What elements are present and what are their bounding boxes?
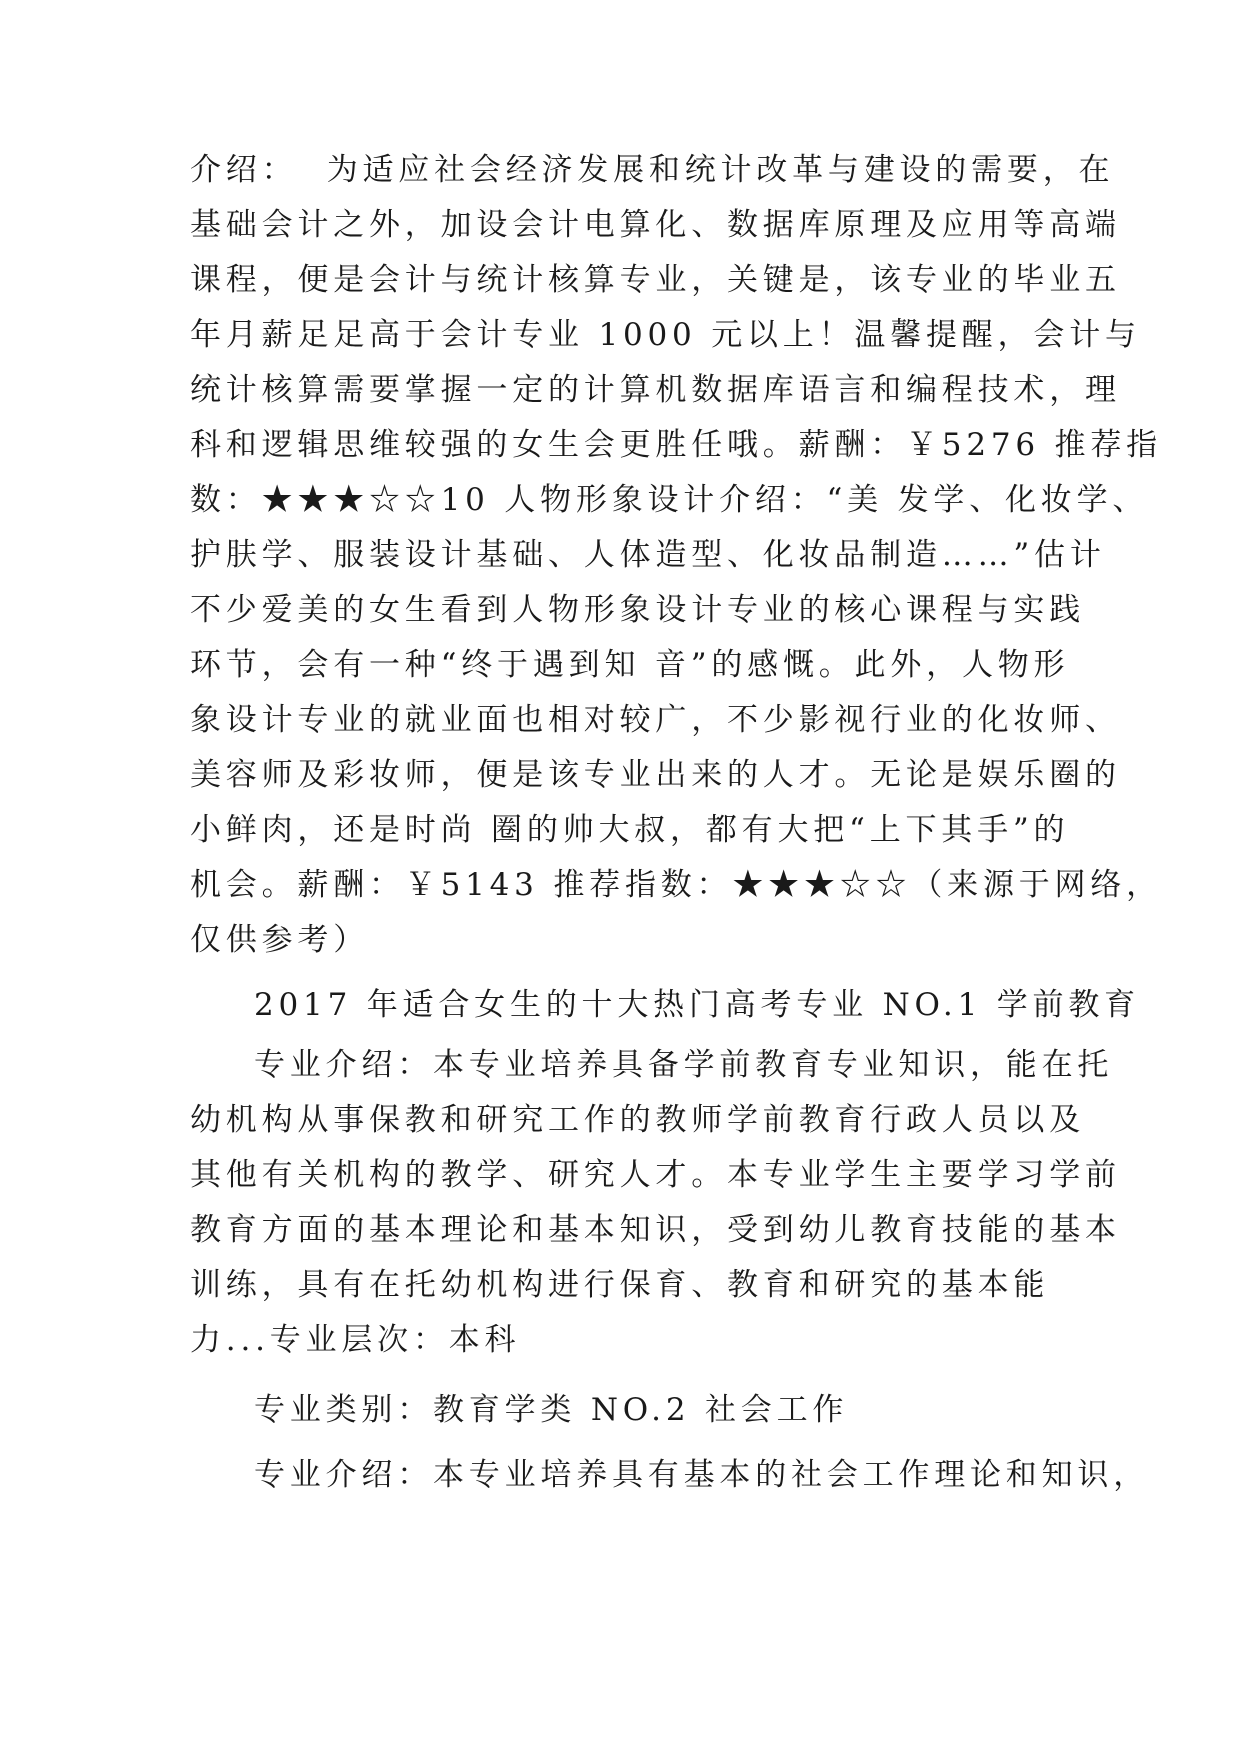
text-line: 统计核算需要掌握一定的计算机数据库语言和编程技术，理	[190, 372, 1121, 408]
text-line: 专业介绍：本专业培养具备学前教育专业知识，能在托	[254, 1047, 1114, 1083]
section-heading: 2017 年适合女生的十大热门高考专业 NO.1 学前教育	[254, 987, 1140, 1023]
text-line: 教育方面的基本理论和基本知识，受到幼儿教育技能的基本	[190, 1212, 1121, 1248]
text-line: 象设计专业的就业面也相对较广，不少影视行业的化妆师、	[190, 702, 1121, 738]
text-line: 年月薪足足高于会计专业 1000 元以上！温馨提醒，会计与	[190, 317, 1141, 353]
text-line: 基础会计之外，加设会计电算化、数据库原理及应用等高端	[190, 207, 1121, 243]
text-line: 科和逻辑思维较强的女生会更胜任哦。薪酬：￥5276 推荐指	[190, 427, 1162, 463]
text-line: 机会。薪酬：￥5143 推荐指数：★★★☆☆（来源于网络，	[190, 867, 1162, 903]
text-line: 课程，便是会计与统计核算专业，关键是，该专业的毕业五	[190, 262, 1121, 298]
text-line: 数：★★★☆☆10 人物形象设计介绍：“美 发学、化妆学、	[190, 482, 1149, 518]
text-line: 力...专业层次：本科	[190, 1322, 521, 1358]
text-line: 专业介绍：本专业培养具有基本的社会工作理论和知识，	[254, 1457, 1149, 1493]
text-line: 环节，会有一种“终于遇到知 音”的感慨。此外，人物形	[190, 647, 1070, 683]
text-line: 美容师及彩妆师，便是该专业出来的人才。无论是娱乐圈的	[190, 757, 1121, 793]
text-line: 不少爱美的女生看到人物形象设计专业的核心课程与实践	[190, 592, 1085, 628]
text-line: 训练，具有在托幼机构进行保育、教育和研究的基本能	[190, 1267, 1050, 1303]
text-line: 小鲜肉，还是时尚 圈的帅大叔，都有大把“上下其手”的	[190, 812, 1070, 848]
text-line: 介绍： 为适应社会经济发展和统计改革与建设的需要，在	[190, 152, 1115, 188]
text-line: 护肤学、服装设计基础、人体造型、化妆品制造……”估计	[190, 537, 1106, 573]
text-line: 其他有关机构的教学、研究人才。本专业学生主要学习学前	[190, 1157, 1121, 1193]
text-line: 幼机构从事保教和研究工作的教师学前教育行政人员以及	[190, 1102, 1085, 1138]
text-line: 仅供参考）	[190, 922, 369, 958]
text-line: 专业类别：教育学类 NO.2 社会工作	[254, 1392, 849, 1428]
